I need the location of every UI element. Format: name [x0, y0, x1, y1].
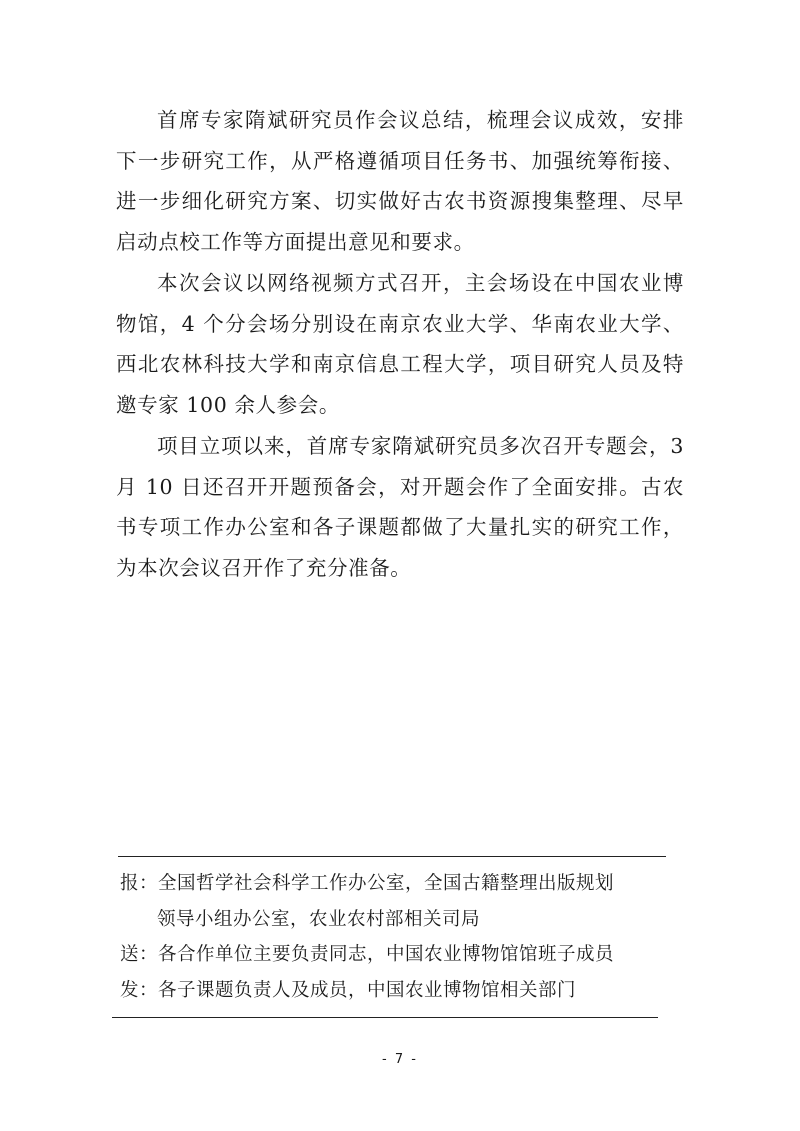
paragraph-meeting-format: 本次会议以网络视频方式召开，主会场设在中国农业博物馆，4 个分会场分别设在南京农业大学、华南农业大学、西北农林科技大学和南京信息工程大学，项目研究人员及特邀专家 100 余人参会。 — [116, 271, 684, 417]
send-text: 各合作单位主要负责同志，中国农业博物馆馆班子成员 — [158, 944, 615, 965]
distribution-list — [116, 857, 668, 1017]
body-text — [116, 100, 684, 588]
paragraph-project-background: 项目立项以来，首席专家隋斌研究员多次召开专题会，3 月 10 日还召开开题预备会，对开题会作了全面安排。古农书专项工作办公室和各子课题都做了大量扎实的研究工作，为本次会议召开作了充分准备。 — [116, 434, 684, 580]
report-text-line2: 领导小组办公室，农业农村部相关司局 — [157, 908, 481, 930]
distribution-block — [116, 856, 668, 1018]
report-text-line1: 全国哲学社会科学工作办公室，全国古籍整理出版规划 — [158, 873, 615, 894]
issue-label: 发： — [120, 979, 159, 1001]
page-number: - 7 - — [382, 1052, 418, 1067]
bottom-divider — [112, 1017, 658, 1018]
paragraph-summary: 首席专家隋斌研究员作会议总结，梳理会议成效，安排下一步研究工作，从严格遵循项目任务书、加强统筹衔接、进一步细化研究方案、切实做好古农书资源搜集整理、尽早启动点校工作等方面提出意见和要求。 — [116, 108, 684, 254]
send-label: 送： — [120, 944, 159, 965]
report-to-line — [116, 866, 668, 937]
issue-to-line — [116, 973, 668, 1009]
report-label: 报： — [120, 873, 159, 894]
issue-text: 各子课题负责人及成员，中国农业博物馆相关部门 — [158, 979, 577, 1001]
send-to-line — [116, 937, 668, 973]
